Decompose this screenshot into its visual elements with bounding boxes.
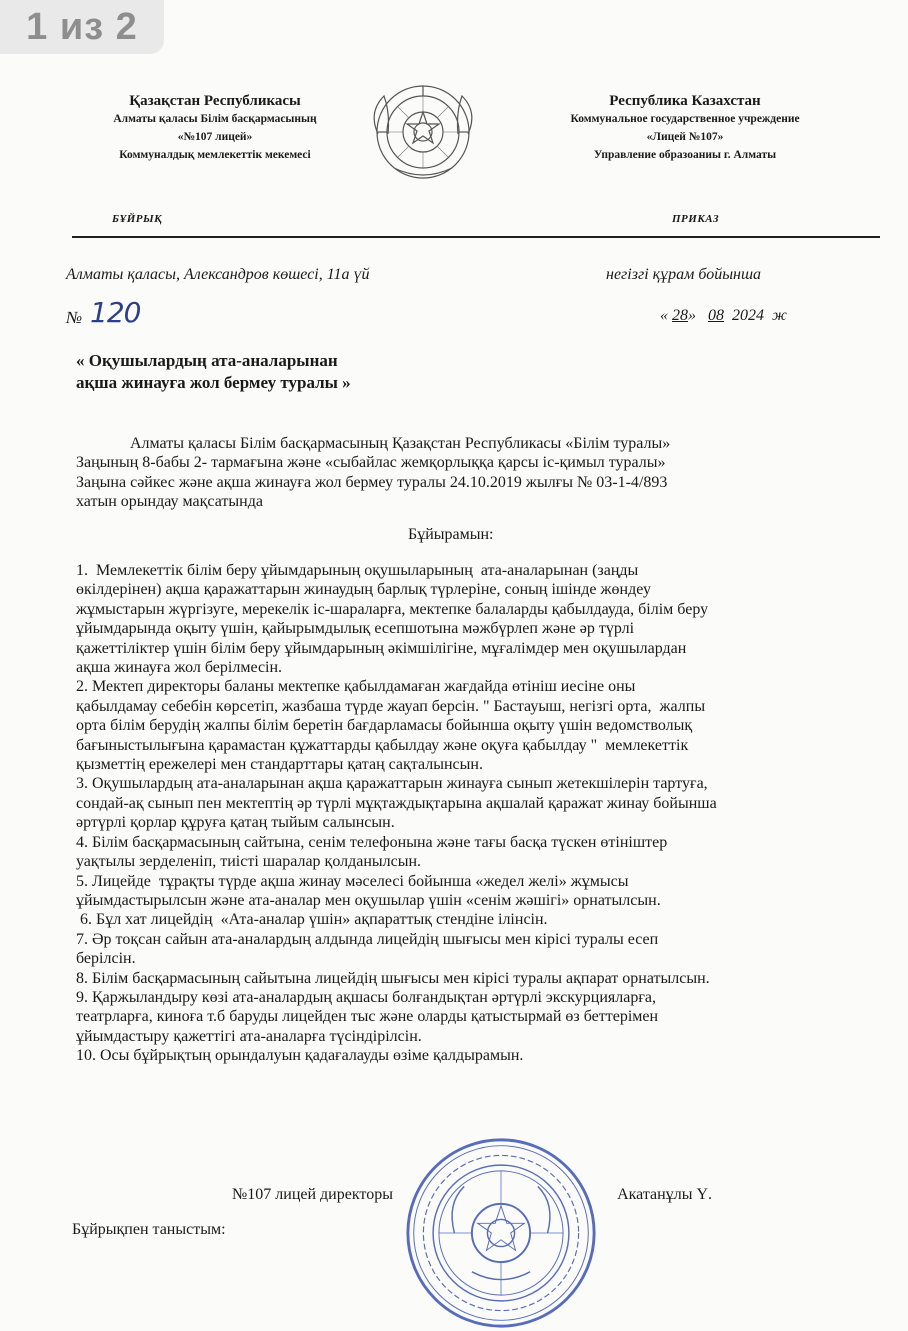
order-item: [76, 833, 866, 872]
order-item: [76, 561, 866, 677]
document-title: [76, 350, 351, 394]
preamble-line-3: Заңына сәйкес және ақша жинауға жол бермеу туралы 24.10.2019 жылғы № 03-1-4/893: [76, 473, 668, 491]
order-item-line: өкілдерінен) ақша қаражаттарын жинаудың барлық түрлеріне, соның ішінде жөндеу: [76, 581, 651, 599]
title-line-1: « Оқушылардың ата-аналарынан: [76, 351, 338, 370]
order-item-line: 3. Оқушылардың ата-аналарынан ақша қаражаттарын жинауға сынып жетекшілерін тартуға,: [76, 775, 708, 793]
header-right-school: «Лицей №107»: [646, 131, 724, 143]
date-quote-close: »: [688, 307, 696, 324]
header-left-country: Қазақстан Республикасы: [129, 93, 301, 109]
order-items: [76, 561, 866, 1066]
order-item-line: сондай-ақ сынып пен мектептің әр түрлі мұқтаждықтарына ақшалай қаражат жинау бойынша: [76, 794, 717, 812]
signature-position: №107 лицей директоры: [232, 1186, 393, 1203]
order-item-line: берілсін.: [76, 950, 136, 968]
order-basis: негізгі құрам бойынша: [606, 266, 762, 283]
order-item-line: 1. Мемлекеттік білім беру ұйымдарының оқушыларының ата-аналарынан (заңды: [76, 562, 639, 579]
date-quote-open: «: [660, 307, 668, 324]
order-item-line: ақша жинауға жол берілмесін.: [76, 659, 283, 677]
header-left-department: Алматы қаласы Білім басқармасының: [113, 113, 317, 125]
official-seal-icon: [404, 1136, 598, 1330]
order-item-line: қабылдамау себебін көрсетіп, жазбаша түрде жауап берсін. " Бастауыш, негізгі орта, жалпы: [76, 697, 706, 715]
preamble-line-1: Алматы қаласы Білім басқармасының Қазақстан Республикасы «Білім туралы»: [130, 435, 671, 452]
preamble-line-2: Заңының 8-бабы 2- тармағына және «сыбайлас жемқорлыққа қарсы іс-қимыл туралы»: [76, 454, 666, 472]
order-number-handwritten: 120: [90, 296, 141, 329]
order-number-label: №: [66, 308, 83, 327]
date-month: 08: [708, 307, 724, 324]
order-item-line: ұйымдарында оқыту үшін, қайырымдылық есепшотына мәжбүрлеп және әр түрлі: [76, 620, 635, 638]
date-day: 28: [672, 307, 688, 324]
order-item-line: жұмыстарын жүргізуге, мерекелік іс-шараларға, мектепке балаларды қабылдауда, білім беру: [76, 600, 709, 618]
order-item: [76, 930, 866, 969]
date-suffix: ж: [772, 307, 787, 324]
order-item: [76, 774, 866, 832]
order-item: [76, 910, 866, 929]
order-item-line: 9. Қаржыландыру көзі ата-аналардың ақшасы болғандықтан әртүрлі экскурцияларға,: [76, 988, 657, 1006]
preamble: [76, 434, 856, 512]
date-year: 2024: [732, 307, 764, 324]
order-item-line: уақтылы зерделеніп, тиісті шаралар қолданылсын.: [76, 853, 422, 871]
order-item: [76, 1046, 866, 1065]
order-item-line: ұйымдастырылсын және ата-аналар мен оқушылар үшін «сенім жәшігі» орнатылсын.: [76, 891, 661, 909]
header-left-school: «№107 лицей»: [177, 131, 253, 143]
order-item-line: орта білім берудің жалпы білім беретін бағдарламасы бойынша оқыту үшін ведомстволық: [76, 717, 693, 735]
order-item: [76, 677, 866, 774]
order-item-line: 4. Білім басқармасының сайтына, сенім телефонына және тағы басқа түскен өтініштер: [76, 833, 668, 851]
order-item-line: 5. Лицейде тұрақты түрде ақша жинау мәселесі бойынша «жедел желі» жұмысы: [76, 872, 629, 890]
order-item-line: әртүрлі қорлар құруға қатаң тыйым салынсын.: [76, 814, 395, 832]
order-item-line: қызметтің ережелері мен стандарттары қатаң сақталынсын.: [76, 756, 483, 774]
order-item-line: 6. Бұл хат лицейдің «Ата-аналар үшін» ақпараттық стендіне ілінсін.: [76, 911, 548, 929]
order-item-line: театрларға, киноға т.б баруды лицейден тыс және оларды қатыстырмай өз беттерімен: [76, 1008, 659, 1026]
order-item-line: бағыныстылығына қарамастан құжаттарды қабылдау және оқуға қабылдау " мемлекеттік: [76, 736, 689, 754]
signature-name: Акатанұлы Ү.: [617, 1186, 712, 1203]
order-item: [76, 872, 866, 911]
state-emblem-icon: [364, 82, 482, 182]
header-right-department: Управление образоаниы г. Алматы: [593, 149, 777, 161]
header-left-type: Коммуналдық мемлекеттік мекемесі: [119, 149, 311, 161]
preamble-line-4: хатын орындау мақсатында: [76, 493, 263, 511]
order-item-line: ұйымдастыру қажеттігі ата-аналарға түсіндірілсін.: [76, 1027, 422, 1045]
header-right-country: Республика Казахстан: [609, 93, 761, 109]
order-date: [660, 307, 787, 325]
order-item-line: 8. Білім басқармасының сайытына лицейдің шығысы мен кірісі туралы ақпарат орнатылсын.: [76, 969, 710, 987]
order-item: [76, 988, 866, 1046]
header-right-institution-type: Коммунальное государственное учреждение: [570, 113, 800, 125]
order-item-line: қажеттіліктер үшін білім беру ұйымдарының әкімшілігіне, мұғалімдер мен оқушылардан: [76, 639, 687, 657]
order-heading: Бұйырамын:: [408, 526, 494, 543]
header-left: [70, 92, 360, 164]
order-item-line: 7. Әр тоқсан сайын ата-аналардың алдында лицейдің шығысы мен кірісі туралы есеп: [76, 930, 659, 948]
title-line-2: ақша жинауға жол бермеу туралы »: [76, 373, 351, 392]
page-indicator: 1 из 2: [0, 0, 164, 54]
address: Алматы қаласы, Александров көшесі, 11а үй: [66, 266, 370, 283]
order-item: [76, 969, 866, 988]
acquainted-label: Бұйрықпен таныстым:: [72, 1221, 226, 1238]
order-word-ru: ПРИКАЗ: [672, 213, 720, 225]
header-divider: [72, 236, 880, 238]
order-item-line: 10. Осы бұйрықтың орындалуын қадағалауды өзіме қалдырамын.: [76, 1047, 524, 1065]
order-word-kz: БҰЙРЫҚ: [112, 213, 163, 225]
header-right: [520, 92, 850, 164]
order-item-line: 2. Мектеп директоры баланы мектепке қабылдамаған жағдайда өтініш иесіне оны: [76, 678, 636, 696]
